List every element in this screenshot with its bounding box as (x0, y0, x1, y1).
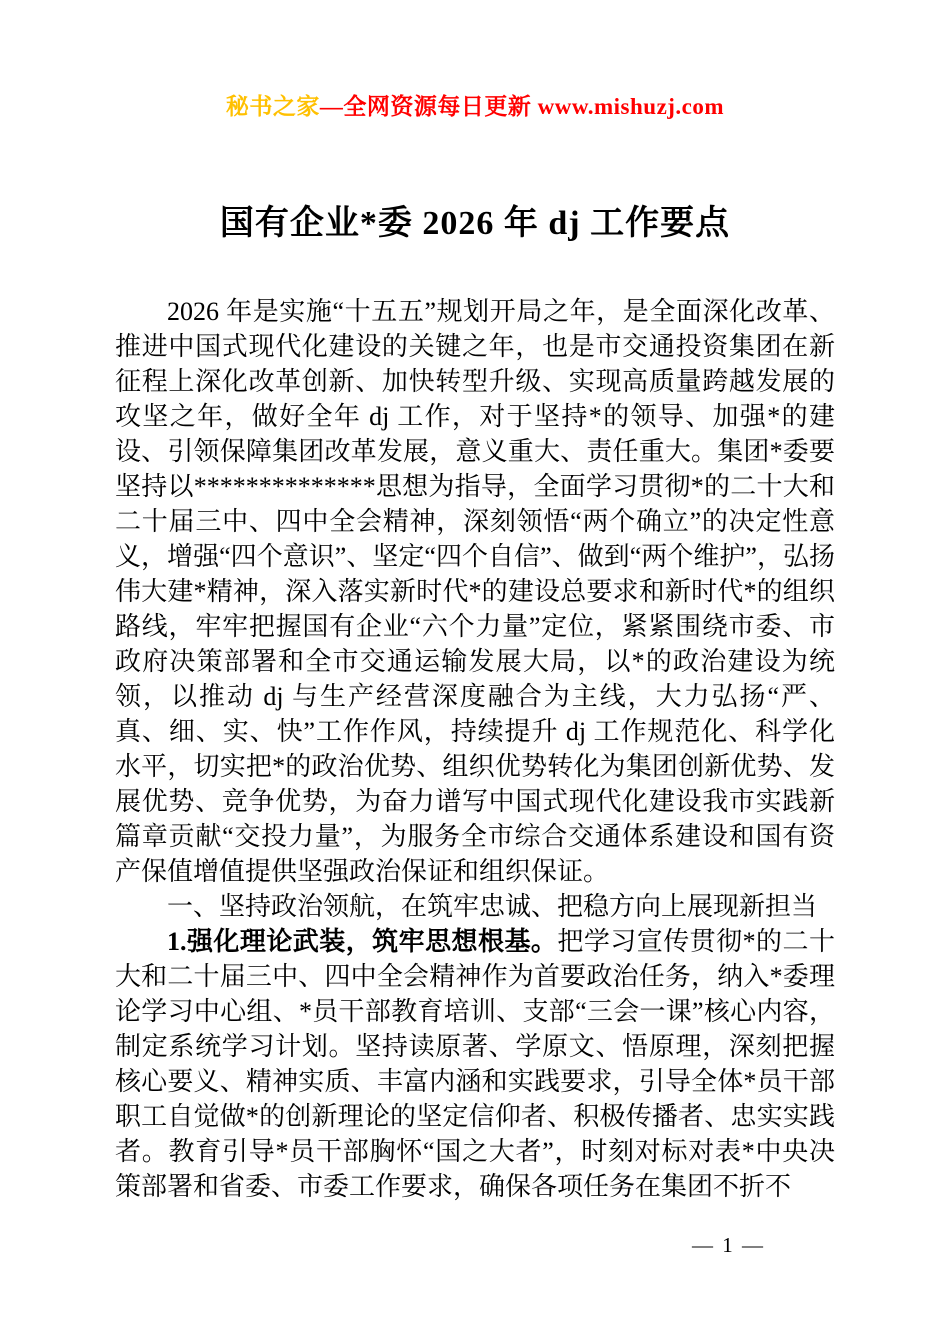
section-heading: 一、坚持政治领航，在筑牢忠诚、把稳方向上展现新担当 (167, 892, 818, 921)
item-1-paragraph (115, 924, 835, 1204)
site-name: 秘书之家 (225, 94, 320, 119)
site-url[interactable]: www.mishuzj.com (537, 94, 725, 119)
page-number: — 1 — (692, 1233, 765, 1257)
site-header (115, 88, 835, 121)
item-1-lead: 1.强化理论武装，筑牢思想根基。 (167, 927, 558, 956)
document-title: 国有企业*委 2026 年 dj 工作要点 (219, 205, 731, 242)
site-tagline: —全网资源每日更新 (319, 94, 538, 119)
item-1-body: 把学习宣传贯彻*的二十大和二十届三中、四中全会精神作为首要政治任务，纳入*委理论学习中心组、*员干部教育培训、支部“三会一课”核心内容，制定系统学习计划。坚持读原著、学原文、悟原理，深刻把握核心要义、精神实质、丰富内涵和实践要求，引导全体*员干部职工自觉做*的创新理论的坚定信仰者、积极传播者、忠实实践者。教育引导*员干部胸怀“国之大者”，时刻对标对表*中央决策部署和省委、市委工作要求，确保各项任务在集团不折不 (115, 927, 835, 1201)
intro-paragraph: 2026 年是实施“十五五”规划开局之年，是全面深化改革、推进中国式现代化建设的关键之年，也是市交通投资集团在新征程上深化改革创新、加快转型升级、实现高质量跨越发展的攻坚之年，做好全年 dj 工作，对于坚持*的领导、加强*的建设、引领保障集团改革发展，意义重大、责任重大。集团*委要坚持以**************思想为指导，全面学习贯彻*的二十大和二十届三中、四中全会精神，深刻领悟“两个确立”的决定性意义，增强“四个意识”、坚定“四个自信”、做到“两个维护”，弘扬伟大建*精神，深入落实新时代*的建设总要求和新时代*的组织路线，牢牢把握国有企业“六个力量”定位，紧紧围绕市委、市政府决策部署和全市交通运输发展大局，以*的政治建设为统领，以推动 dj 与生产经营深度融合为主线，大力弘扬“严、真、细、实、快”工作作风，持续提升 dj 工作规范化、科学化水平，切实把*的政治优势、组织优势转化为集团创新优势、发展优势、竞争优势，为奋力谱写中国式现代化建设我市实践新篇章贡献“交投力量”，为服务全市综合交通体系建设和国有资产保值增值提供坚强政治保证和组织保证。 (115, 297, 835, 886)
